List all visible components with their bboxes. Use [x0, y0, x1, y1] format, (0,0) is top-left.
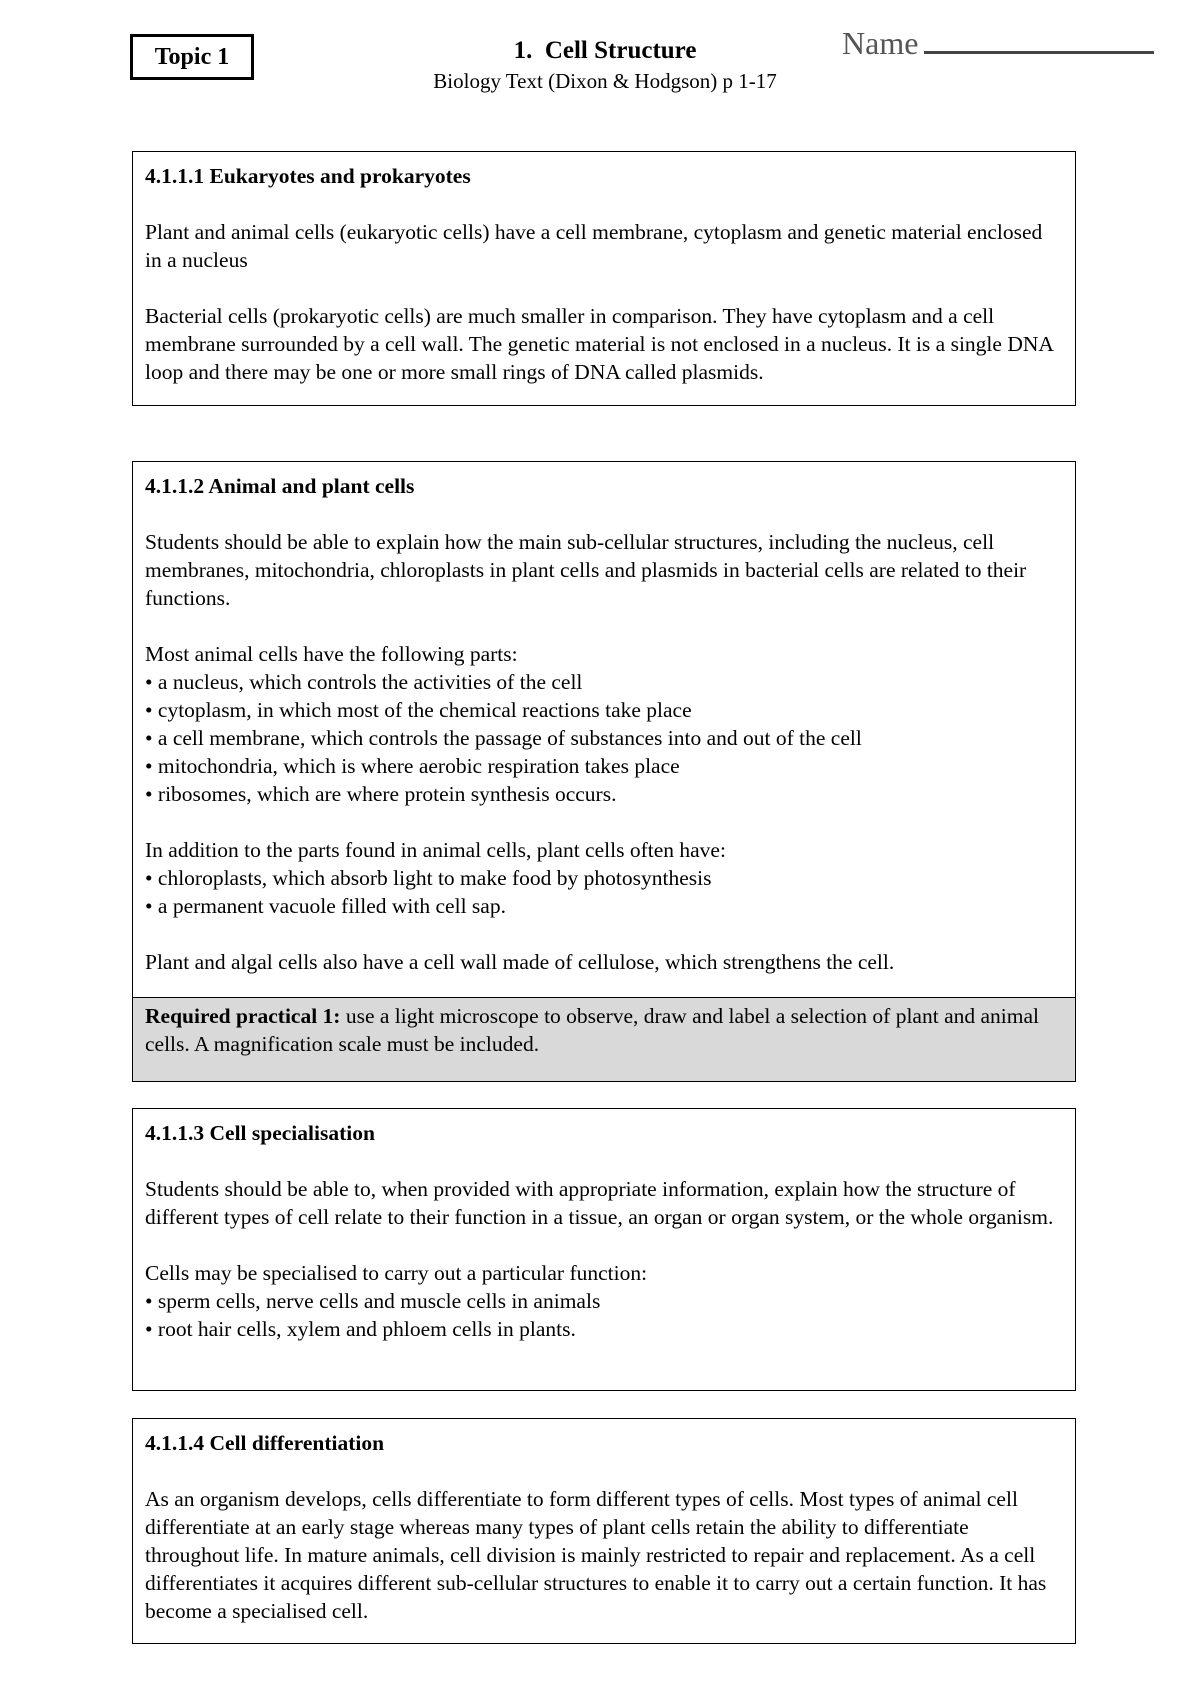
- plant-parts-lead: In addition to the parts found in animal cells, plant cells often have:: [145, 838, 726, 862]
- required-practical-box: [133, 997, 1075, 1081]
- list-item: • chloroplasts, which absorb light to make food by photosynthesis: [145, 864, 1063, 892]
- specialised-cells-list: [145, 1287, 1063, 1343]
- section-cell-differentiation: [132, 1418, 1076, 1644]
- list-item: • sperm cells, nerve cells and muscle cells in animals: [145, 1287, 1063, 1315]
- page-subtitle: Biology Text (Dixon & Hodgson) p 1-17: [433, 69, 777, 93]
- section-cell-specialisation: [132, 1108, 1076, 1391]
- section-closing: Plant and algal cells also have a cell wall made of cellulose, which strengthens the cell.: [145, 950, 895, 974]
- animal-parts-list: [145, 668, 1063, 808]
- specialisation-lead: Cells may be specialised to carry out a particular function:: [145, 1261, 648, 1285]
- name-line[interactable]: [924, 31, 1154, 54]
- section-intro: Students should be able to explain how the main sub-cellular structures, including the nucleus, cell membranes, mitochondria, chloroplasts in plant cells and plasmids in bacterial cells are related to their functions.: [145, 530, 1027, 610]
- animal-parts-lead: Most animal cells have the following parts:: [145, 642, 518, 666]
- section-paragraph: As an organism develops, cells differentiate to form different types of cells. Most types of animal cell differentiate at an early stage whereas many types of plant cells retain the ability to differentiate throughout life. In mature animals, cell division is mainly restricted to repair and replacement. As a cell differentiates it acquires different sub-cellular structures to enable it to carry out a certain function. It has become a specialised cell.: [145, 1487, 1047, 1623]
- list-item: • mitochondria, which is where aerobic respiration takes place: [145, 752, 1063, 780]
- section-animal-plant-cells: [132, 461, 1076, 1082]
- section-paragraph: Plant and animal cells (eukaryotic cells) have a cell membrane, cytoplasm and genetic material enclosed in a nucleus: [145, 220, 1043, 272]
- list-item: • a nucleus, which controls the activities of the cell: [145, 668, 1063, 696]
- list-item: • ribosomes, which are where protein synthesis occurs.: [145, 780, 1063, 808]
- section-heading: 4.1.1.2 Animal and plant cells: [145, 474, 415, 498]
- plant-parts-list: [145, 864, 1063, 920]
- section-paragraph: Bacterial cells (prokaryotic cells) are much smaller in comparison. They have cytoplasm and a cell membrane surrounded by a cell wall. The genetic material is not enclosed in a nucleus. It is a single DNA loop and there may be one or more small rings of DNA called plasmids.: [145, 304, 1053, 384]
- section-heading: 4.1.1.3 Cell specialisation: [145, 1121, 375, 1145]
- list-item: • cytoplasm, in which most of the chemical reactions take place: [145, 696, 1063, 724]
- title-block: [340, 36, 870, 94]
- page-title: 1. Cell Structure: [513, 37, 697, 64]
- section-eukaryotes-prokaryotes: [132, 151, 1076, 406]
- name-field: [842, 24, 1154, 62]
- section-heading: 4.1.1.1 Eukaryotes and prokaryotes: [145, 164, 471, 188]
- name-label: Name: [842, 25, 919, 61]
- list-item: • a permanent vacuole filled with cell sap.: [145, 892, 1063, 920]
- topic-label-box: [130, 34, 254, 80]
- topic-label: Topic 1: [154, 43, 230, 70]
- section-heading: 4.1.1.4 Cell differentiation: [145, 1431, 385, 1455]
- practical-text: use a light microscope to observe, draw and label a selection of plant and animal cells. A magnification scale must be included.: [145, 1004, 1045, 1056]
- section-intro: Students should be able to, when provided with appropriate information, explain how the structure of different types of cell relate to their function in a tissue, an organ or organ system, or the whole organism.: [145, 1177, 1054, 1229]
- list-item: • a cell membrane, which controls the passage of substances into and out of the cell: [145, 724, 1063, 752]
- practical-label: Required practical 1:: [145, 1004, 341, 1028]
- list-item: • root hair cells, xylem and phloem cells in plants.: [145, 1315, 1063, 1343]
